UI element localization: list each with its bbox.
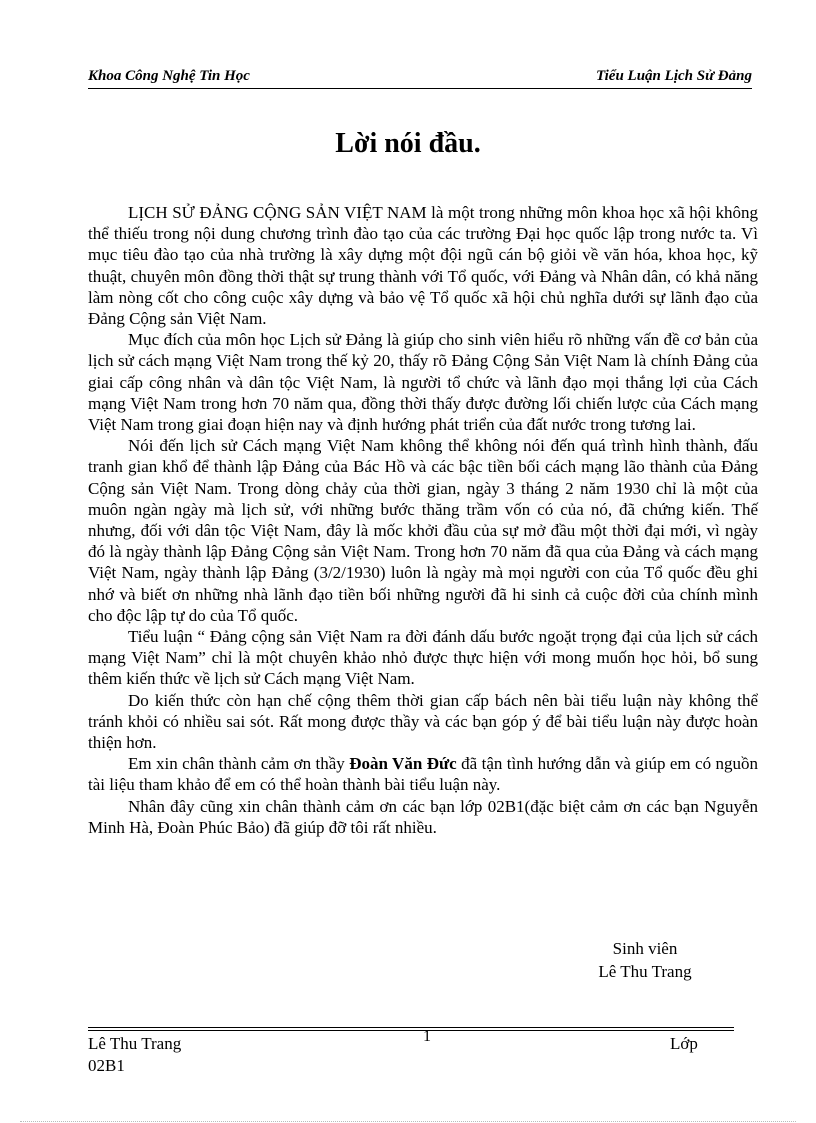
paragraph-history: Nói đến lịch sử Cách mạng Việt Nam không thể không nói đến quá trình hình thành, đấu tranh gian khổ để thành lập Đảng của Bác Hồ và các bậc tiền bối cách mạng lão thành của Đảng Cộng sản Việt Nam. Trong dòng chảy của thời gian, ngày 3 tháng 2 năm 1930 chỉ là một của muôn ngàn ngày mà lịch sử, với những bước thăng trầm vốn có của nó, đã chứng kiến. Thế nhưng, đối với dân tộc Việt Nam, đây là mốc khởi đầu của sự mở đầu một thời đại mới, vì ngày đó là ngày thành lập Đảng Cộng sản Việt Nam. Trong hơn 70 năm đã qua của Đảng và cách mạng Việt Nam, ngày thành lập Đảng (3/2/1930) luôn là ngày mà mọi người con của Tổ quốc đều ghi nhớ và biết ơn những nhà lãnh đạo tiền bối những người đã hi sinh cả cuộc đời của chính mình cho độc lập tự do của Tổ quốc. <box>88 436 758 625</box>
page-number: 1 <box>423 1028 431 1045</box>
paragraph-thanks-teacher <box>88 753 758 795</box>
thanks-text-before: Em xin chân thành cảm ơn thầy <box>128 754 350 774</box>
footer-author: Lê Thu Trang <box>88 1034 182 1053</box>
thanks-text-after: đã tận tình hướng dẫn và giúp em có nguồn tài liệu tham khảo để em có thể hoàn thành bài tiểu luận này. <box>88 754 759 795</box>
signature-block <box>580 937 710 983</box>
footer-class-label: Lớp <box>670 1034 698 1053</box>
paragraph-purpose: Mục đích của môn học Lịch sử Đảng là giúp cho sinh viên hiểu rõ những vấn đề cơ bản của lịch sử cách mạng Việt Nam trong thế kỷ 20, thấy rõ Đảng Cộng Sản Việt Nam là chính Đảng của giai cấp công nhân và dân tộc Việt Nam, là người tổ chức và lãnh đạo mọi thắng lợi của Cách mạng Việt Nam trong hơn 70 năm qua, đồng thời thấy được đường lối chiến lược của Cách mạng Việt Nam trong giai đoạn hiện nay và định hướng phát triển của đất nước trong tương lai. <box>88 330 758 435</box>
footer-class-code: 02B1 <box>88 1056 125 1075</box>
page-header <box>88 66 752 89</box>
header-document-type: Tiểu Luận Lịch Sử Đảng <box>596 68 752 84</box>
paragraph-apology: Do kiến thức còn hạn chế cộng thêm thời gian cấp bách nên bài tiểu luận này không thể tránh khỏi có nhiều sai sót. Rất mong được thầy và các bạn góp ý để bài tiểu luận này được hoàn thiện hơn. <box>88 690 758 753</box>
footer-divider <box>88 1027 734 1031</box>
signature-role: Sinh viên <box>612 939 678 958</box>
signature-name: Lê Thu Trang <box>598 962 692 981</box>
paragraph-thanks-friends: Nhân đây cũng xin chân thành cảm ơn các bạn lớp 02B1(đặc biệt cảm ơn các bạn Nguyễn Minh Hà, Đoàn Phúc Bảo) đã giúp đỡ tôi rất nhiều. <box>88 796 758 837</box>
paragraph-essay: Tiểu luận “ Đảng cộng sản Việt Nam ra đời đánh dấu bước ngoặt trọng đại của lịch sử cách mạng Việt Nam” chỉ là một chuyên khảo nhỏ được thực hiện với mong muốn học hỏi, bổ sung thêm kiến thức về lịch sử Cách mạng Việt Nam. <box>88 627 758 689</box>
page-bottom-edge <box>20 1121 796 1122</box>
teacher-name: Đoàn Văn Đức <box>349 754 457 774</box>
body-text <box>88 202 758 838</box>
header-department: Khoa Công Nghệ Tin Học <box>88 68 250 84</box>
paragraph-intro: LỊCH SỬ ĐẢNG CỘNG SẢN VIỆT NAM là một trong những môn khoa học xã hội không thể thiếu trong nội dung chương trình đào tạo của các trường Đại học quốc lập trong nước ta. Vì mục tiêu đào tạo của nhà trường là xây dựng một đội ngũ cán bộ giỏi về văn hóa, khoa học, kỹ thuật, chuyên môn đồng thời thật sự trung thành với Tổ quốc, với Đảng và Nhân dân, có khả năng làm nòng cốt cho công cuộc xây dựng và bảo vệ Tổ quốc xã hội chủ nghĩa dưới sự lãnh đạo của Đảng Cộng sản Việt Nam. <box>88 203 758 329</box>
page-title: Lời nói đầu. <box>335 128 481 159</box>
